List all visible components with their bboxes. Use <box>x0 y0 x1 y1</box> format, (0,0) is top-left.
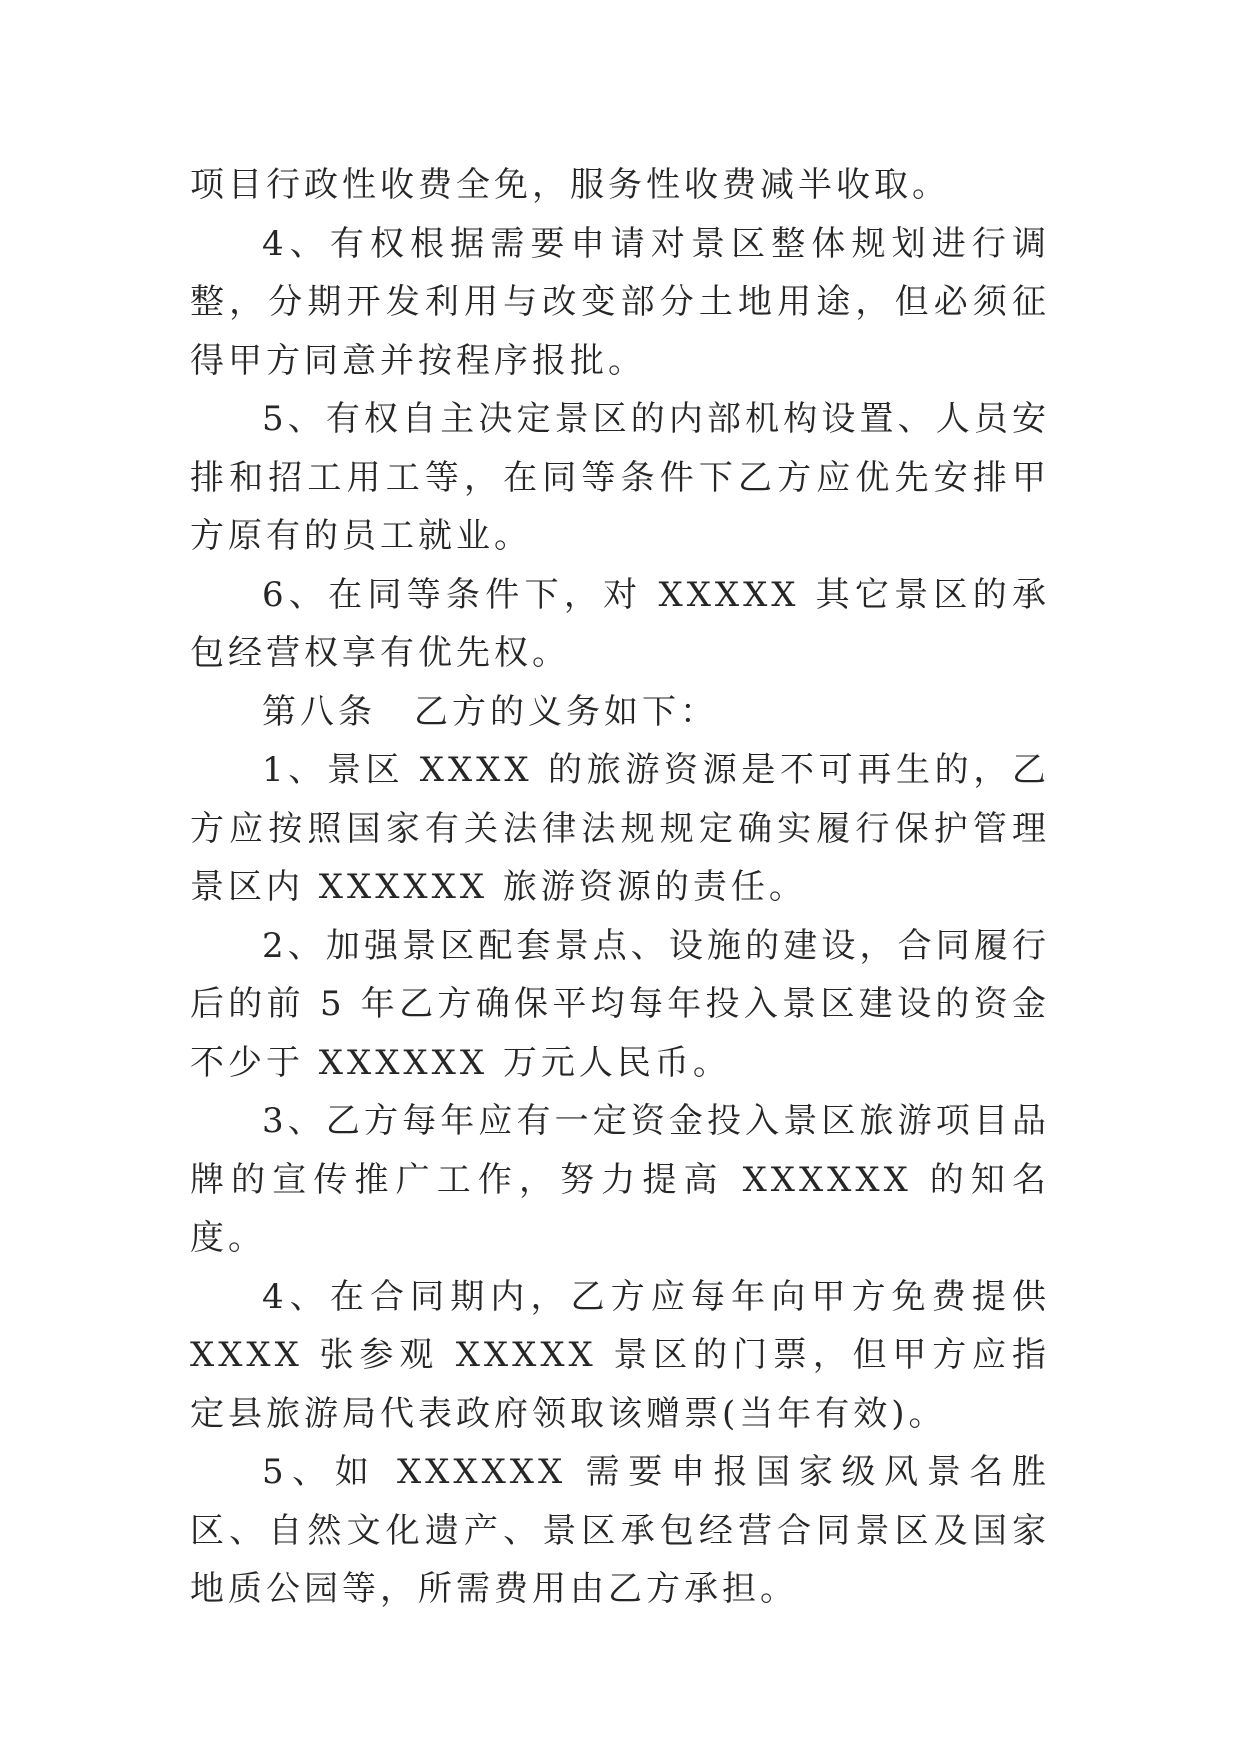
paragraph-continuation: 项目行政性收费全免，服务性收费减半收取。 <box>190 165 950 205</box>
article-eight-heading: 第八条 乙方的义务如下： <box>262 691 718 732</box>
paragraph-right-4: 4、有权根据需要申请对景区整体规划进行调整，分期开发利用与改变部分土地用途，但必须征得甲方同意并按程序报批。 <box>190 223 1050 381</box>
paragraph-duty-4: 4、在合同期内，乙方应每年向甲方免费提供 XXXX 张参观 XXXXX 景区的门票，但甲方应指定县旅游局代表政府领取该赠票(当年有效)。 <box>190 1276 1050 1434</box>
paragraph-right-5: 5、有权自主决定景区的内部机构设置、人员安排和招工用工等，在同等条件下乙方应优先安排甲方原有的员工就业。 <box>190 399 1050 556</box>
paragraph-duty-2: 2、加强景区配套景点、设施的建设，合同履行后的前 5 年乙方确保平均每年投入景区建设的资金不少于 XXXXXX 万元人民币。 <box>190 925 1050 1083</box>
paragraph-right-6: 6、在同等条件下，对 XXXXX 其它景区的承包经营权享有优先权。 <box>190 574 1050 673</box>
paragraph-duty-5: 5、如 XXXXXX 需要申报国家级风景名胜区、自然文化遗产、景区承包经营合同景区及国家地质公园等，所需费用由乙方承担。 <box>190 1452 1050 1609</box>
paragraph-duty-3: 3、乙方每年应有一定资金投入景区旅游项目品牌的宣传推广工作，努力提高 XXXXXX 的知名度。 <box>190 1101 1050 1258</box>
paragraph-duty-1: 1、景区 XXXX 的旅游资源是不可再生的，乙方应按照国家有关法律法规规定确实履行保护管理景区内 XXXXXX 旅游资源的责任。 <box>190 750 1050 907</box>
document-body <box>190 156 1050 1619</box>
